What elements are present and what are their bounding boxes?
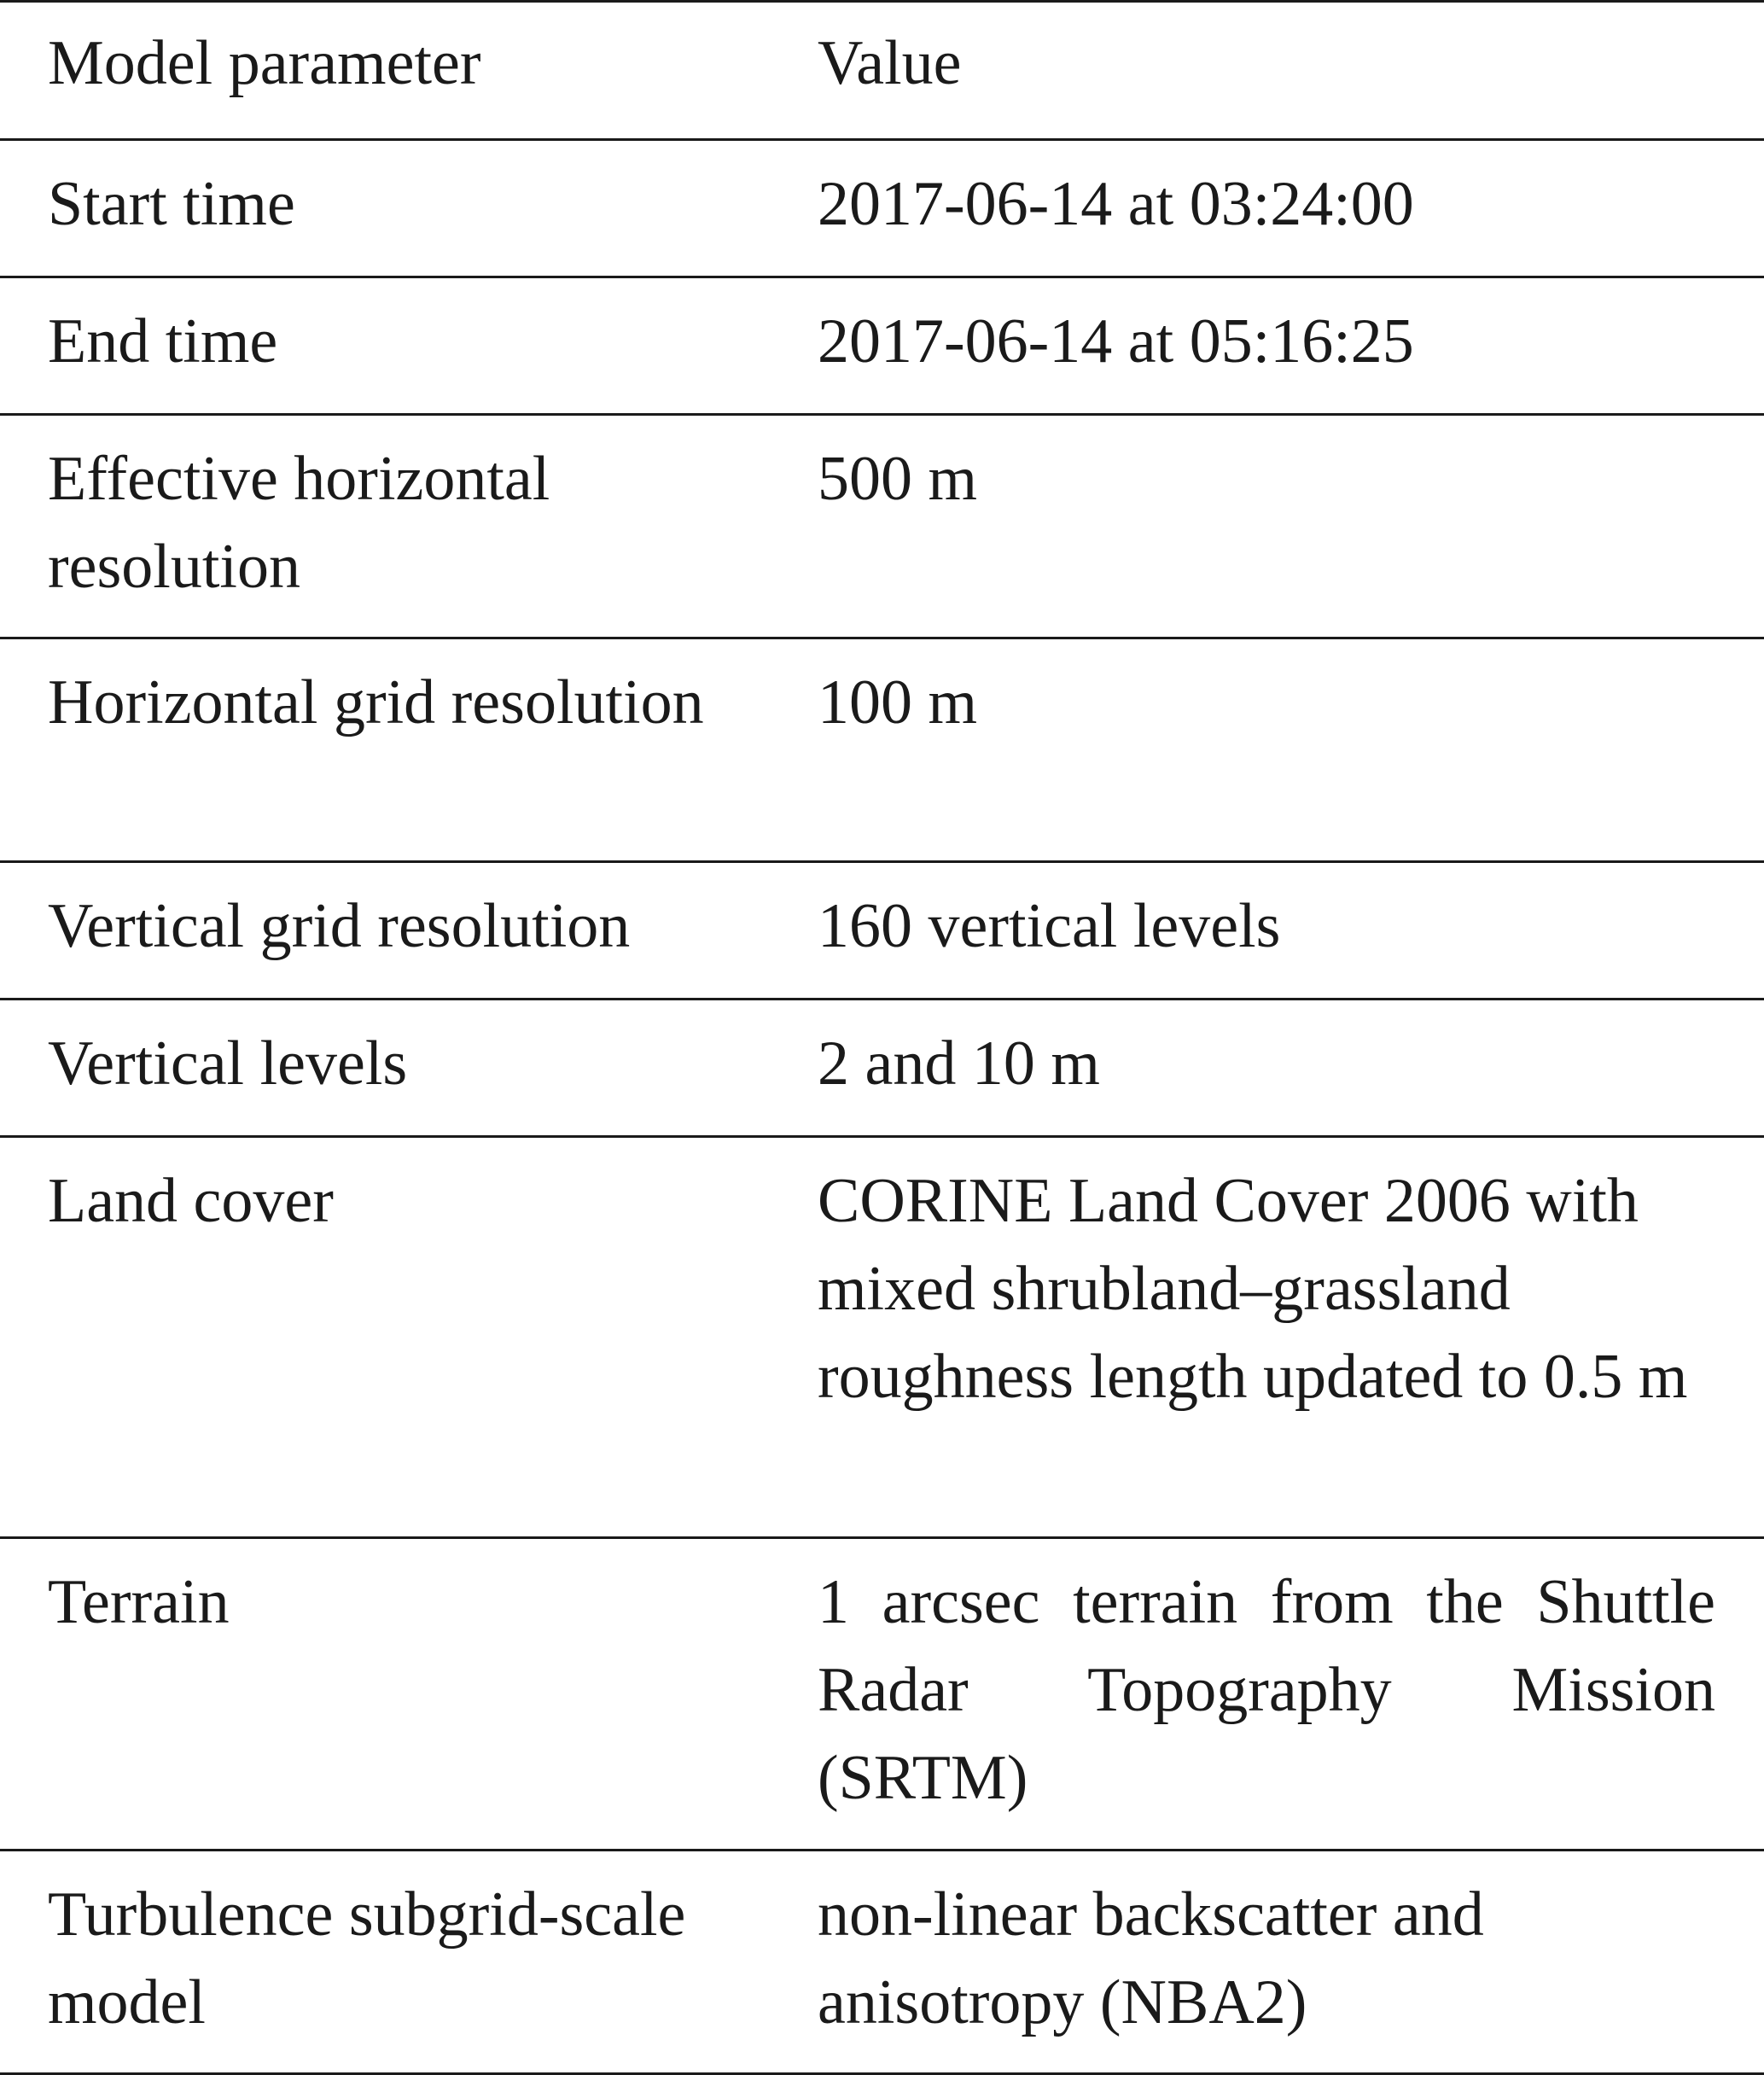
parameter-value: 2017-06-14 at 05:16:25: [818, 306, 1414, 376]
table-header-row: [0, 2, 1764, 140]
parameter-name: Vertical grid resolution: [48, 891, 631, 961]
table-row: [0, 638, 1764, 862]
parameter-name: Start time: [48, 169, 295, 239]
table-row: [0, 1538, 1764, 1851]
table-row: [0, 1851, 1764, 2074]
parameter-name: Turbulence subgrid-scale model: [48, 1880, 686, 2037]
parameter-name: Vertical levels: [48, 1029, 408, 1099]
column-header-value: Value: [818, 28, 962, 98]
parameter-name: Land cover: [48, 1166, 334, 1236]
column-header-parameter: Model parameter: [48, 28, 481, 98]
parameter-name: Effective horizontal resolution: [48, 444, 550, 602]
table-row: [0, 415, 1764, 638]
parameter-value: 1 arcsec terrain from the Shuttle Radar Topography Mission (SRTM): [818, 1567, 1715, 1813]
parameter-name: End time: [48, 306, 278, 376]
parameter-value: non-linear backscatter and anisotropy (NBA2): [818, 1880, 1484, 2037]
parameter-value: 100 m: [818, 667, 978, 737]
parameter-value: 2017-06-14 at 03:24:00: [818, 169, 1414, 239]
parameter-value: 160 vertical levels: [818, 891, 1281, 961]
parameter-value: 2 and 10 m: [818, 1029, 1100, 1099]
table-row: [0, 1000, 1764, 1137]
table-row: [0, 277, 1764, 415]
parameter-value: 500 m: [818, 444, 978, 514]
table-row: [0, 1137, 1764, 1538]
parameter-name: Horizontal grid resolution: [48, 667, 704, 737]
table-row: [0, 140, 1764, 277]
parameter-value: CORINE Land Cover 2006 with mixed shrubland–grassland roughness length updated to 0.5 m: [818, 1166, 1688, 1412]
parameter-name: Terrain: [48, 1567, 230, 1637]
table-row: [0, 862, 1764, 1000]
